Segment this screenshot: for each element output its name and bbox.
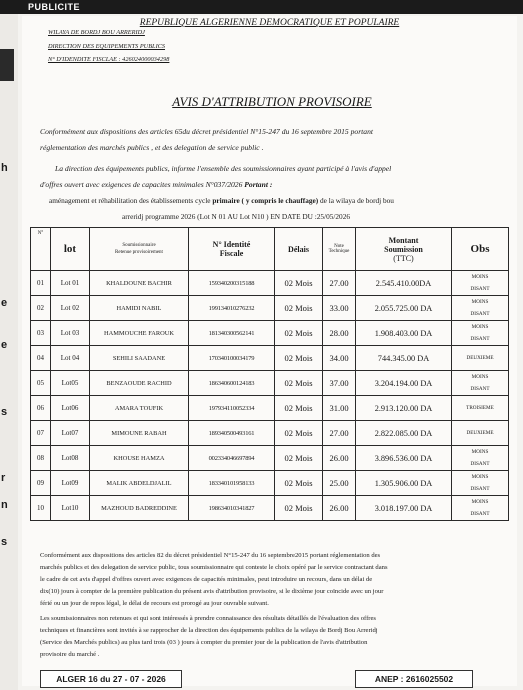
lot-cell: Lot07 <box>51 421 90 446</box>
col-soum-line2: Retenue provisoirement <box>115 250 163 255</box>
row-number: 08 <box>31 446 51 471</box>
row-number: 10 <box>31 496 51 521</box>
table-row <box>31 271 509 296</box>
observation-text: DEUXIEME <box>466 430 494 436</box>
intro-text: aménagement et réhabilitation des établissements cycle <box>49 196 213 205</box>
row-number: 02 <box>31 296 51 321</box>
technical-score: 27.00 <box>323 421 356 446</box>
observation-text: DISANT <box>470 286 490 292</box>
col-note <box>323 228 356 271</box>
technical-score: 25.00 <box>323 471 356 496</box>
delay-cell: 02 Mois <box>275 421 323 446</box>
table-row <box>31 346 509 371</box>
footer-line: (Service des Marchés publics) au plus tard trois (03 ) jours à compter du premier jour de la publication de l'avis d'attribution <box>40 639 368 646</box>
delay-cell: 02 Mois <box>275 496 323 521</box>
row-number: 05 <box>31 371 51 396</box>
footer-line: techniques et financières sont invités à se rapprocher de la direction des équipements publics de la wilaya de Bordj Bou Arreridj <box>40 627 378 634</box>
intro-bold: Portant : <box>244 180 273 189</box>
delay-cell: 02 Mois <box>275 296 323 321</box>
col-montant <box>356 228 452 271</box>
lot-cell: Lot09 <box>51 471 90 496</box>
col-nif-line1: N° Identité <box>212 240 251 249</box>
observation-cell <box>452 321 509 346</box>
wilaya-line: WILAYA DE BORDJ BOU ARRERIDJ <box>48 29 145 36</box>
intro-line <box>49 195 511 208</box>
lot-cell: Lot 03 <box>51 321 90 346</box>
notice-page <box>22 16 517 686</box>
row-number: 06 <box>31 396 51 421</box>
delay-cell: 02 Mois <box>275 471 323 496</box>
row-number: 07 <box>31 421 51 446</box>
observation-text: DISANT <box>470 461 490 467</box>
banner-label: PUBLICITE <box>28 2 81 12</box>
bid-amount: 1.305.906.00 DA <box>356 471 452 496</box>
col-lot <box>51 228 90 271</box>
col-delais-label: Délais <box>288 244 309 254</box>
bid-amount: 3.018.197.00 DA <box>356 496 452 521</box>
table-row <box>31 371 509 396</box>
observation-text: MOINS <box>471 449 489 455</box>
fiscal-id-line: N° D'IDENDITE FISCLAE : 426024000034298 <box>48 56 170 63</box>
intro-text: d'offres ouvert avec exigences de capacites minimales N°037/2026 <box>40 180 245 189</box>
table-row <box>31 496 509 521</box>
margin-letter: e <box>1 297 8 309</box>
col-nif <box>189 228 275 271</box>
col-nif-line2: Fiscale <box>219 249 244 258</box>
margin-letter: r <box>1 472 6 484</box>
observation-text: MOINS <box>471 274 489 280</box>
margin-letter: n <box>1 499 8 511</box>
lot-cell: Lot 01 <box>51 271 90 296</box>
footer-line: marchés publics et des delegation de service public, tous soumissionnaire qui conteste le choix opéré par le service contractant dans <box>40 564 388 571</box>
delay-cell: 02 Mois <box>275 446 323 471</box>
observation-cell <box>452 296 509 321</box>
bidder-name: KHOUSE HAMZA <box>90 446 189 471</box>
intro-line: La direction des équipements publics, informe l'ensemble des soumissionnaires ayant participé à l'avis d'appel <box>55 164 392 173</box>
col-montant-line3: (TTC) <box>393 253 414 263</box>
col-num <box>31 228 51 271</box>
bid-amount: 2.822.085.00 DA <box>356 421 452 446</box>
observation-text: DEUXIEME <box>466 355 494 361</box>
observation-cell <box>452 496 509 521</box>
observation-text: MOINS <box>471 324 489 330</box>
observation-text: DISANT <box>470 336 490 342</box>
technical-score: 33.00 <box>323 296 356 321</box>
col-obs <box>452 228 509 271</box>
observation-cell <box>452 446 509 471</box>
delay-cell: 02 Mois <box>275 321 323 346</box>
footer-line: dix(10) jours à compter de la première publication du présent avis d'attribution provisoire, si le dixième jour coïncide avec un jour <box>40 588 384 595</box>
fiscal-id-cell: 199134010276232 <box>189 296 275 321</box>
observation-text: TROISIEME <box>466 405 494 411</box>
table-row <box>31 396 509 421</box>
bidder-name: HAMIDI NABIL <box>90 296 189 321</box>
bidder-name: HAMMOUCHE FAROUK <box>90 321 189 346</box>
direction-line: DIRECTION DES EQUIPEMENTS PUBLICS <box>48 43 166 50</box>
margin-letter: s <box>1 406 8 418</box>
publication-date-box: ALGER 16 du 27 - 07 - 2026 <box>40 670 182 688</box>
intro-line: Conformément aux dispositions des articles 65du décret présidentiel N°15-247 du 16 septembre 2015 portant <box>40 127 373 136</box>
bidder-name: AMARA TOUFIK <box>90 396 189 421</box>
bid-amount: 1.908.403.00 DA <box>356 321 452 346</box>
footer-line: Conformément aux dispositions des articles 82 du décret présidentiel N°15-247 du 16 septembre2015 portant réglementation des <box>40 552 381 559</box>
observation-text: MOINS <box>471 299 489 305</box>
bidder-name: BENZAOUDE RACHID <box>90 371 189 396</box>
attribution-table <box>30 227 509 521</box>
margin-letter: h <box>1 162 8 174</box>
observation-text: DISANT <box>470 486 490 492</box>
footer-line: férié ou un jour de repos légal, le délai de recours est prorogé au jour ouvrable suivant. <box>40 600 269 607</box>
delay-cell: 02 Mois <box>275 346 323 371</box>
observation-cell <box>452 396 509 421</box>
bid-amount: 2.545.410.00DA <box>356 271 452 296</box>
col-soum-line1: Soumissionnaire <box>122 243 156 248</box>
bidder-name: MAZHOUD BADREDDINE <box>90 496 189 521</box>
row-number: 04 <box>31 346 51 371</box>
fiscal-id-cell: 198634010341827 <box>189 496 275 521</box>
col-obs-label: Obs <box>470 243 490 255</box>
intro-line <box>40 177 502 193</box>
table-row <box>31 296 509 321</box>
margin-letter: s <box>1 536 8 548</box>
footer-line: le cadre de cet avis d'appel d'offres ouvert avec exigences de capacités minimales, peut introduire un recours, dans un délai de <box>40 576 373 583</box>
table-header-row <box>31 228 509 271</box>
bid-amount: 3.896.536.00 DA <box>356 446 452 471</box>
notice-title: AVIS D'ATTRIBUTION PROVISOIRE <box>172 94 372 109</box>
fiscal-id-cell: 181340300562141 <box>189 321 275 346</box>
fiscal-id-cell: 183340101958133 <box>189 471 275 496</box>
col-lot-label: lot <box>63 243 77 255</box>
footer-line: provisoire du marché . <box>40 651 100 658</box>
lot-cell: Lot08 <box>51 446 90 471</box>
intro-text: de la wilaya de bordj bou <box>318 196 394 205</box>
fiscal-id-cell: 002334046697894 <box>189 446 275 471</box>
bidder-name: MIMOUNE RABAH <box>90 421 189 446</box>
bidder-name: SEHILI SAADANE <box>90 346 189 371</box>
observation-text: DISANT <box>470 311 490 317</box>
observation-cell <box>452 471 509 496</box>
bidder-name: KHALDOUNE BACHIR <box>90 271 189 296</box>
col-montant-line1: Montant <box>388 235 419 245</box>
anep-reference-box: ANEP : 2616025502 <box>355 670 473 688</box>
intro-line: réglementation des marchés publics , et des delegation de service public . <box>40 143 264 152</box>
lot-cell: Lot06 <box>51 396 90 421</box>
observation-cell <box>452 421 509 446</box>
fiscal-id-cell: 189340500493161 <box>189 421 275 446</box>
delay-cell: 02 Mois <box>275 371 323 396</box>
row-number: 03 <box>31 321 51 346</box>
table-row <box>31 421 509 446</box>
technical-score: 28.00 <box>323 321 356 346</box>
bid-amount: 3.204.194.00 DA <box>356 371 452 396</box>
margin-letter: e <box>1 339 8 351</box>
row-number: 09 <box>31 471 51 496</box>
fiscal-id-cell: 159340200315188 <box>189 271 275 296</box>
col-note-line1: Note <box>334 244 344 249</box>
fiscal-id-cell: 170340100034179 <box>189 346 275 371</box>
col-delais <box>275 228 323 271</box>
bidder-name: MALIK ABDELDJALIL <box>90 471 189 496</box>
fiscal-id-cell: 197934110052334 <box>189 396 275 421</box>
technical-score: 34.00 <box>323 346 356 371</box>
publicite-banner <box>0 0 523 14</box>
bid-amount: 744.345.00 DA <box>356 346 452 371</box>
intro-line: arreridj programme 2026 (Lot N 01 AU Lot N10 ) EN DATE DU :25/05/2026 <box>122 212 350 221</box>
observation-text: MOINS <box>471 474 489 480</box>
technical-score: 31.00 <box>323 396 356 421</box>
col-montant-line2: Soumission <box>384 244 423 254</box>
lot-cell: Lot10 <box>51 496 90 521</box>
technical-score: 26.00 <box>323 496 356 521</box>
observation-text: DISANT <box>470 386 490 392</box>
intro-bold: primaire ( y compris le chauffage) <box>212 196 319 205</box>
technical-score: 37.00 <box>323 371 356 396</box>
col-soumissionnaire <box>90 228 189 271</box>
observation-cell <box>452 371 509 396</box>
bid-amount: 2.055.725.00 DA <box>356 296 452 321</box>
lot-cell: Lot 02 <box>51 296 90 321</box>
observation-text: MOINS <box>471 374 489 380</box>
table-row <box>31 321 509 346</box>
lot-cell: Lot 04 <box>51 346 90 371</box>
footer-line: Les soumissionnaires non retenues et qui sont intéressés à prendre connaissance des résultats détaillés de l'évaluation des offres <box>40 615 376 622</box>
table-row <box>31 471 509 496</box>
observation-text: DISANT <box>470 511 490 517</box>
col-note-line2: Technique <box>328 249 350 254</box>
observation-cell <box>452 271 509 296</box>
col-num-label: N° <box>37 231 44 236</box>
observation-cell <box>452 346 509 371</box>
observation-text: MOINS <box>471 499 489 505</box>
technical-score: 26.00 <box>323 446 356 471</box>
fiscal-id-cell: 186340600124183 <box>189 371 275 396</box>
left-margin-strip <box>0 14 18 690</box>
margin-block <box>0 49 14 81</box>
lot-cell: Lot05 <box>51 371 90 396</box>
table-row <box>31 446 509 471</box>
delay-cell: 02 Mois <box>275 396 323 421</box>
bid-amount: 2.913.120.00 DA <box>356 396 452 421</box>
row-number: 01 <box>31 271 51 296</box>
republic-heading: REPUBLIQUE ALGERIENNE DEMOCRATIQUE ET POPULAIRE <box>139 18 400 28</box>
technical-score: 27.00 <box>323 271 356 296</box>
delay-cell: 02 Mois <box>275 271 323 296</box>
